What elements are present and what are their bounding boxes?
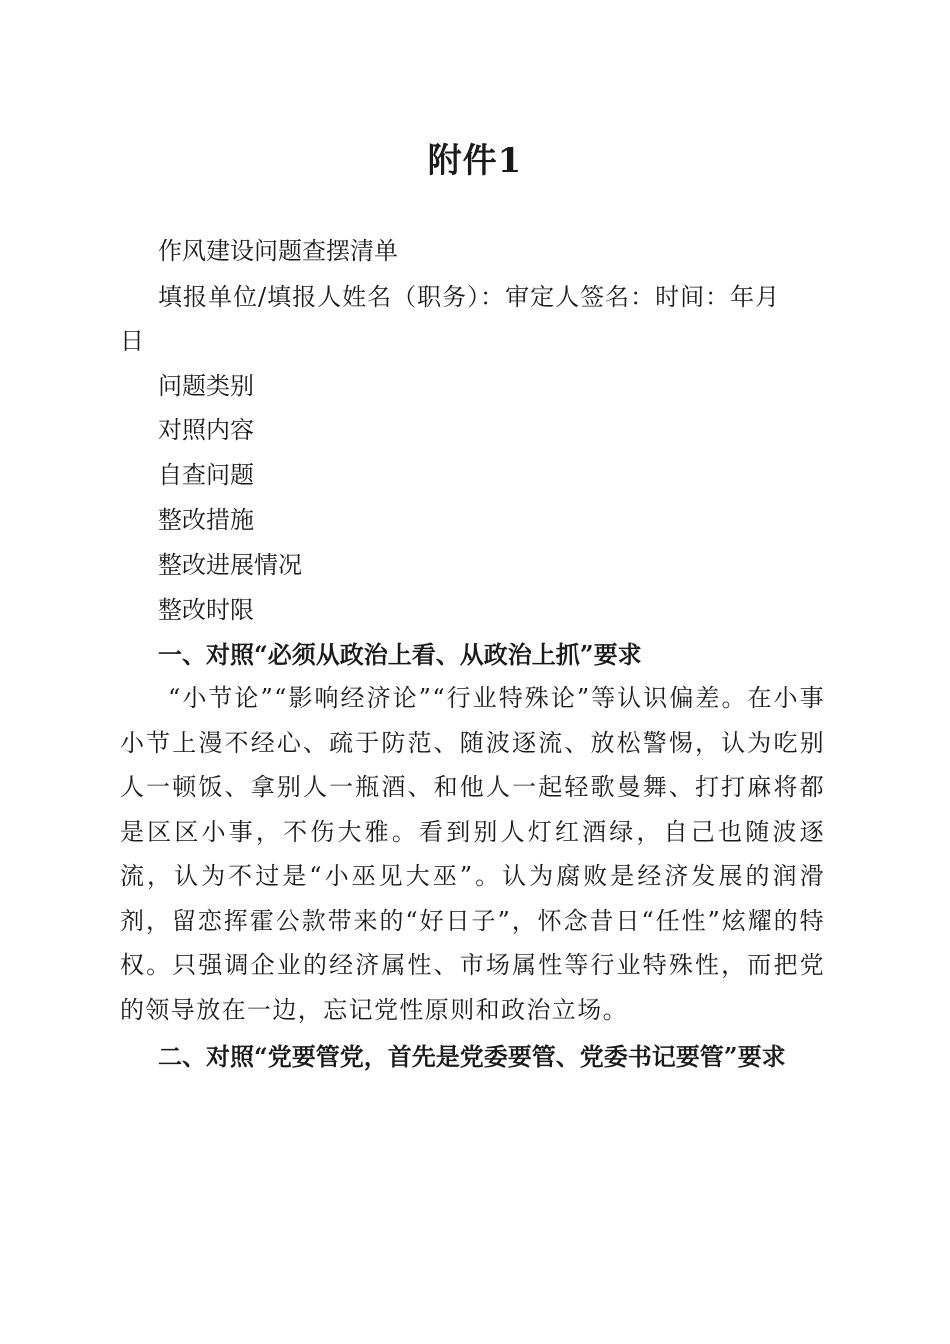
section-1-body: “小节论”“影响经济论”“行业特殊论”等认识偏差。在小事小节上漫不经心、疏于防范、随波逐流、放松警惕，认为吃别人一顿饭、拿别人一瓶酒、和他人一起轻歌曼舞、打打麻将都是区区小事，不伤大雅。看到别人灯红酒绿，自己也随波逐流，认为不过是“小巫见大巫”。认为腐败是经济发展的润滑剂，留恋挥霍公款带来的“好日子”，怀念昔日“任性”炫耀的特权。只强调企业的经济属性、市场属性等行业特殊性，而把党的领导放在一边，忘记党性原则和政治立场。 [120, 684, 825, 1024]
document-subtitle: 作风建设问题查摆清单 [158, 237, 398, 265]
section-1-heading: 一、对照“必须从政治上看、从政治上抓”要求 [158, 640, 642, 669]
form-fill-line-continued: 日 [120, 327, 144, 355]
form-fill-line: 填报单位/填报人姓名（职务）：审定人签名：时间：年月 [158, 283, 781, 311]
section-2-heading: 二、对照“党要管党，首先是党委要管、党委书记要管”要求 [158, 1042, 786, 1071]
column-label-reference: 对照内容 [158, 416, 254, 444]
document-title: 附件1 [427, 141, 523, 181]
column-label-measures: 整改措施 [158, 506, 254, 534]
column-label-progress: 整改进展情况 [158, 551, 302, 579]
column-label-deadline: 整改时限 [158, 596, 254, 624]
column-label-self-check: 自查问题 [158, 461, 254, 489]
column-label-category: 问题类别 [158, 372, 254, 400]
